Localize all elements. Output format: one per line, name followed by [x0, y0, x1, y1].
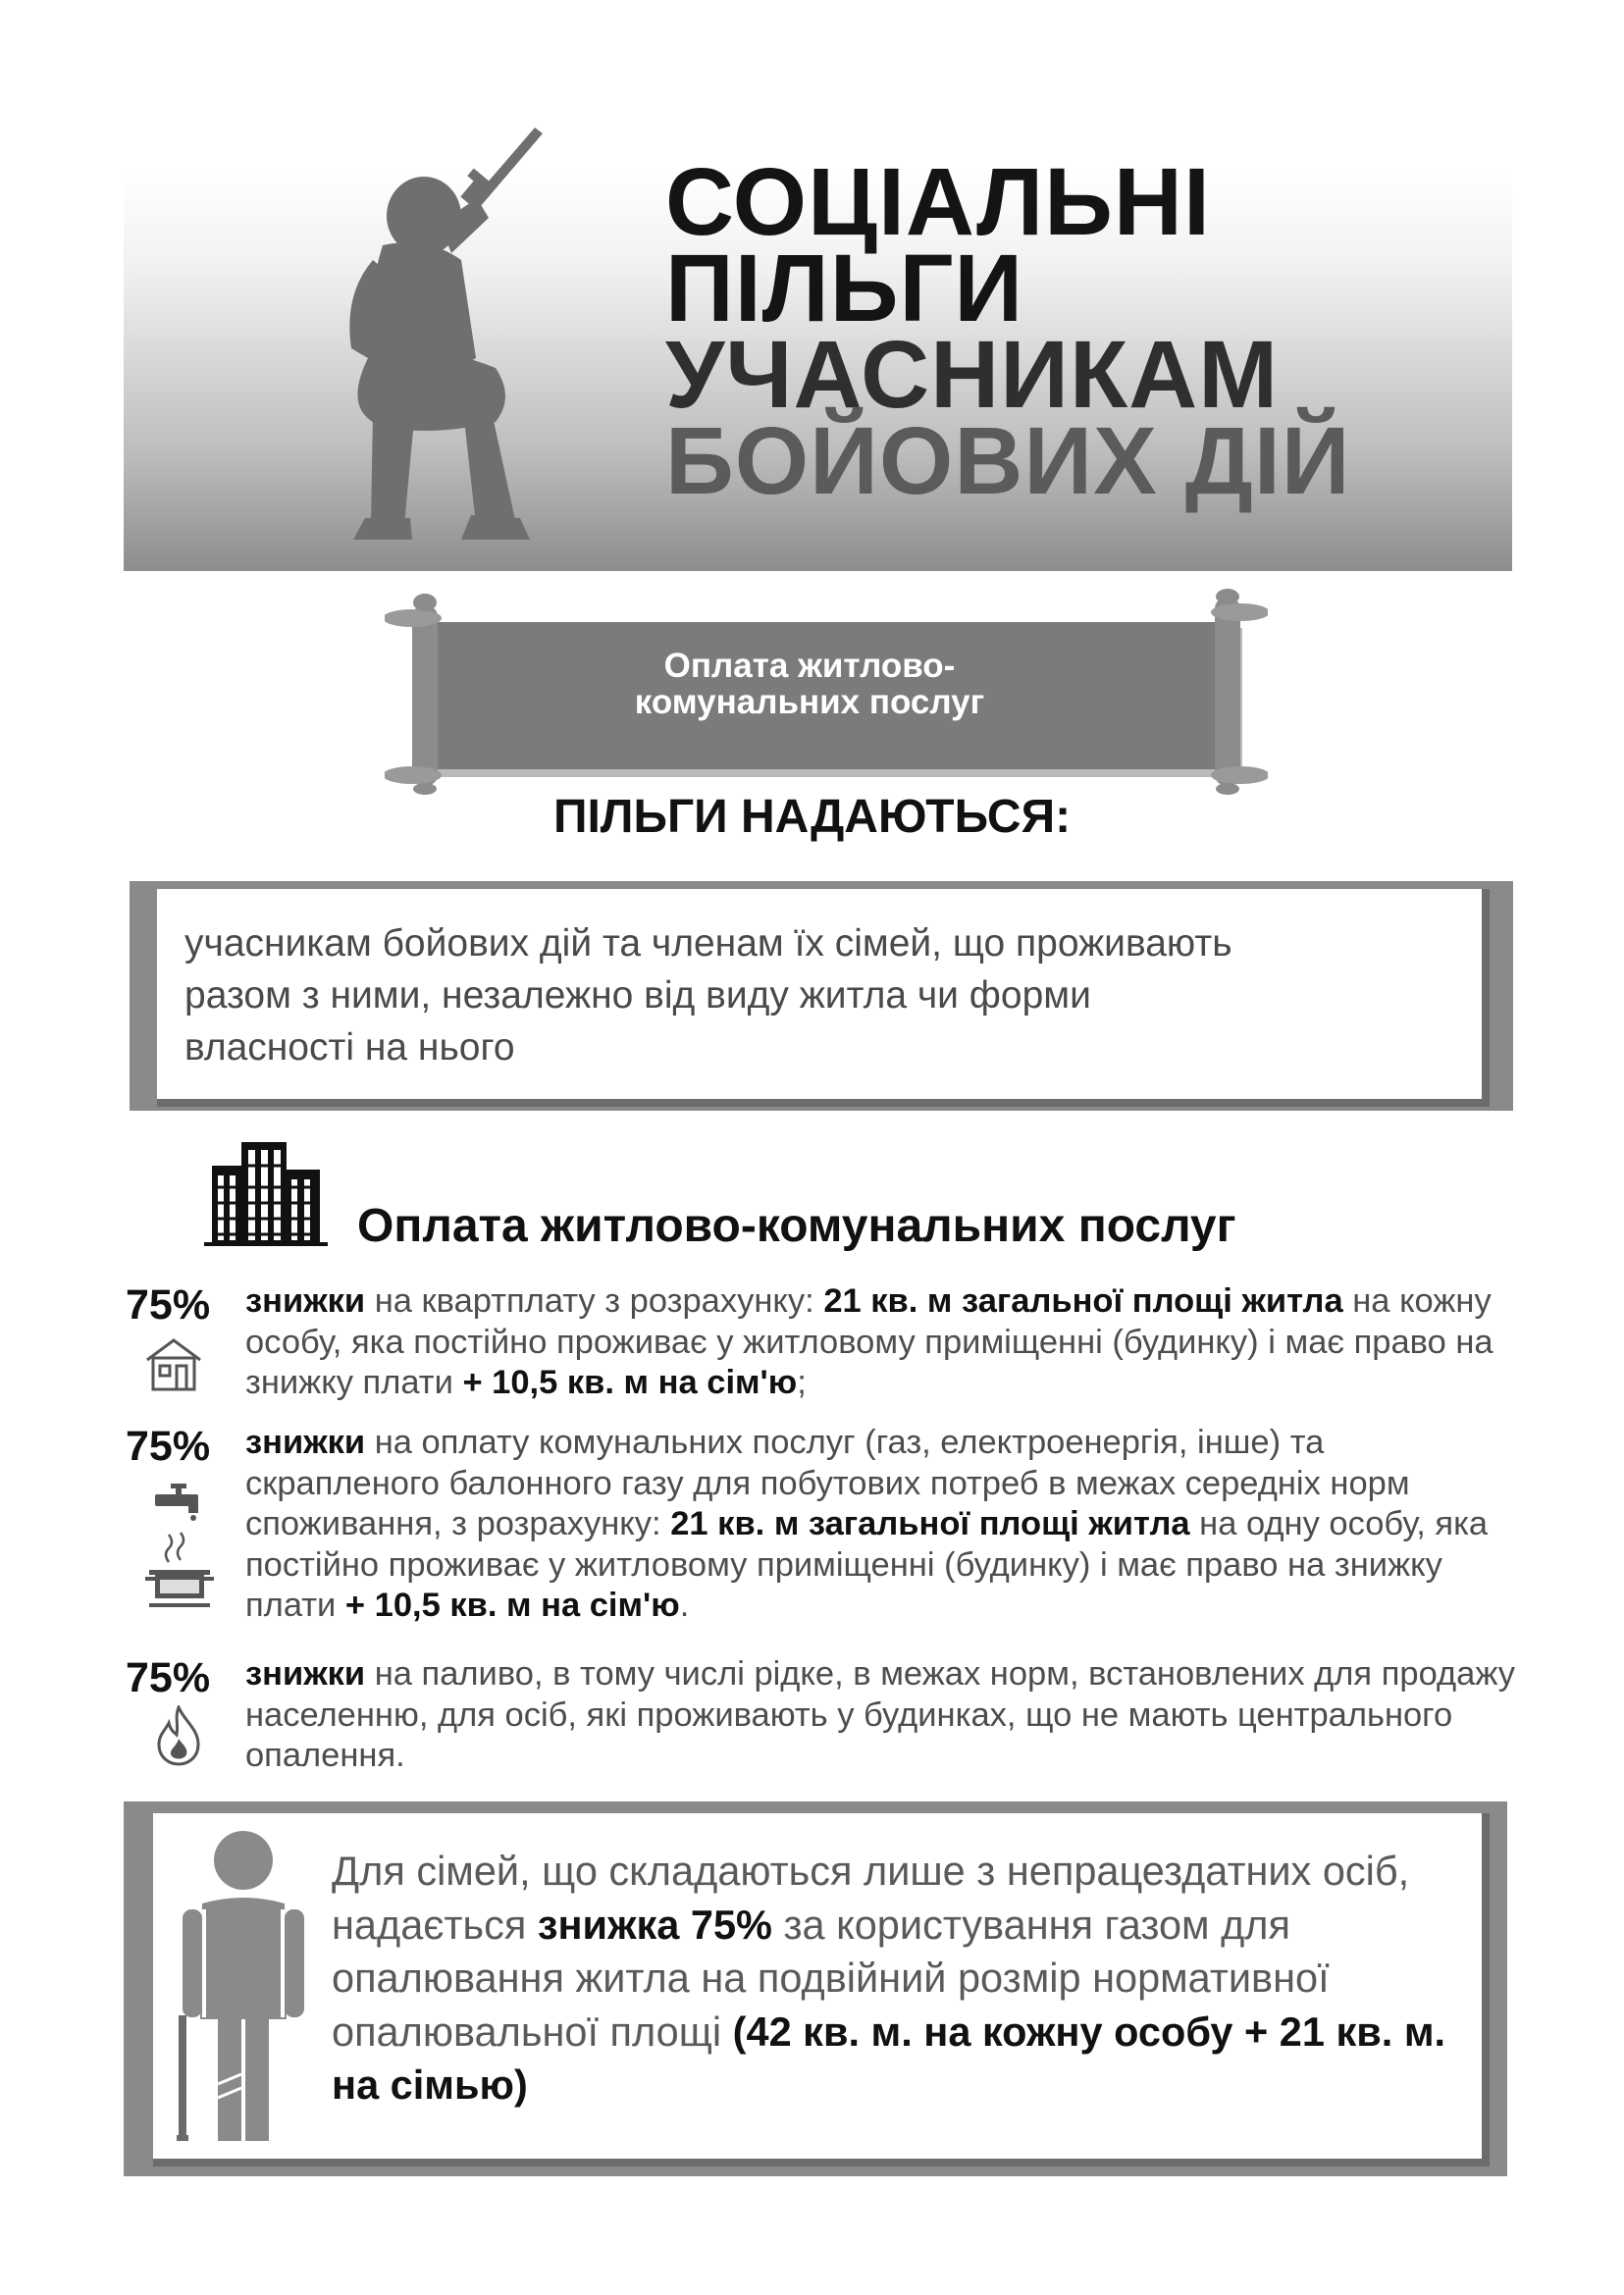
discount-2-text — [245, 1423, 1516, 1627]
discount-2-part-3: . — [679, 1587, 690, 1624]
title-line-1: СОЦІАЛЬНІ — [665, 148, 1211, 255]
family-part-1: Для сімей, що складаються лише з непрацездатних осіб, надається — [332, 1848, 1410, 1948]
provided-heading: ПІЛЬГИ НАДАЮТЬСЯ: — [552, 791, 1072, 843]
discount-2-part-2: на одну особу, яка постійно проживає у житловому приміщенні (будинку) і має право на знижку плати — [245, 1505, 1489, 1624]
family-bold-2: (42 кв. м. на кожну особу + 21 кв. м. на сімью) — [332, 2008, 1446, 2108]
family-text — [332, 1845, 1470, 2112]
discount-1-part-1: на квартплату з розрахунку: — [365, 1282, 824, 1320]
soldier-silhouette-icon — [314, 128, 589, 559]
elderly-person-with-cane-icon — [177, 1827, 314, 2151]
family-part-2: за користування газом для опалювання житла на подвійний розмір нормативної опалювальної площі — [332, 1901, 1330, 2055]
banner-title-line-1: Оплата житлово- — [663, 647, 956, 685]
flame-icon — [153, 1705, 204, 1766]
title-line-2: ПІЛЬГИ — [665, 235, 1024, 341]
discount-1-part-2: на кожну особу, яка постійно проживає у житловому приміщенні (будинку) і має право на знижку плати — [245, 1282, 1493, 1401]
apartment-building-icon — [204, 1136, 328, 1246]
recipients-text — [184, 917, 1460, 1073]
recipients-line-1: учасникам бойових дій та членам їх сімей, що проживають — [184, 922, 1232, 965]
discount-1-lead: знижки — [245, 1282, 366, 1320]
discount-3-lead: знижки — [245, 1655, 366, 1693]
family-bold-1: знижка 75% — [537, 1901, 772, 1948]
discount-1-text — [245, 1281, 1516, 1404]
cooking-pot-icon — [145, 1531, 214, 1611]
page-title — [665, 148, 1351, 514]
discount-3-part-1: на паливо, в тому числі рідке, в межах норм, встановлених для продажу населенню, для осіб, які проживають у будинках, що не мають центрального опалення. — [245, 1655, 1516, 1774]
discount-1-bold-1: 21 кв. м загальної площі житла — [823, 1282, 1343, 1320]
title-line-4: БОЙОВИХ ДІЙ — [665, 407, 1351, 514]
discount-1-part-3: ; — [797, 1364, 807, 1401]
discount-2-part-1: на оплату комунальних послуг (газ, електроенергія, інше) та скрапленого балонного газу для побутових потреб в межах середніх норм споживання, з розрахунку: — [245, 1424, 1410, 1542]
discount-1-bold-2: + 10,5 кв. м на сім'ю — [462, 1364, 798, 1401]
banner-title — [510, 648, 1109, 720]
recipients-line-3: власності на нього — [184, 1026, 515, 1069]
discount-1-percent: 75% — [126, 1281, 211, 1329]
discount-2-bold-1: 21 кв. м загальної площі житла — [670, 1505, 1190, 1542]
title-line-3: УЧАСНИКАМ — [665, 321, 1280, 428]
house-icon — [143, 1336, 204, 1393]
section-title: Оплата житлово-комунальних послуг — [357, 1200, 1236, 1252]
banner-title-line-2: комунальних послуг — [634, 683, 985, 721]
water-tap-icon — [149, 1482, 208, 1521]
recipients-line-2: разом з ними, незалежно від виду житла чи форми — [184, 974, 1091, 1017]
discount-3-percent: 75% — [126, 1654, 211, 1701]
discount-3-text — [245, 1654, 1516, 1777]
discount-2-lead: знижки — [245, 1424, 366, 1461]
discount-2-bold-2: + 10,5 кв. м на сім'ю — [344, 1587, 680, 1624]
discount-2-percent: 75% — [126, 1423, 211, 1470]
